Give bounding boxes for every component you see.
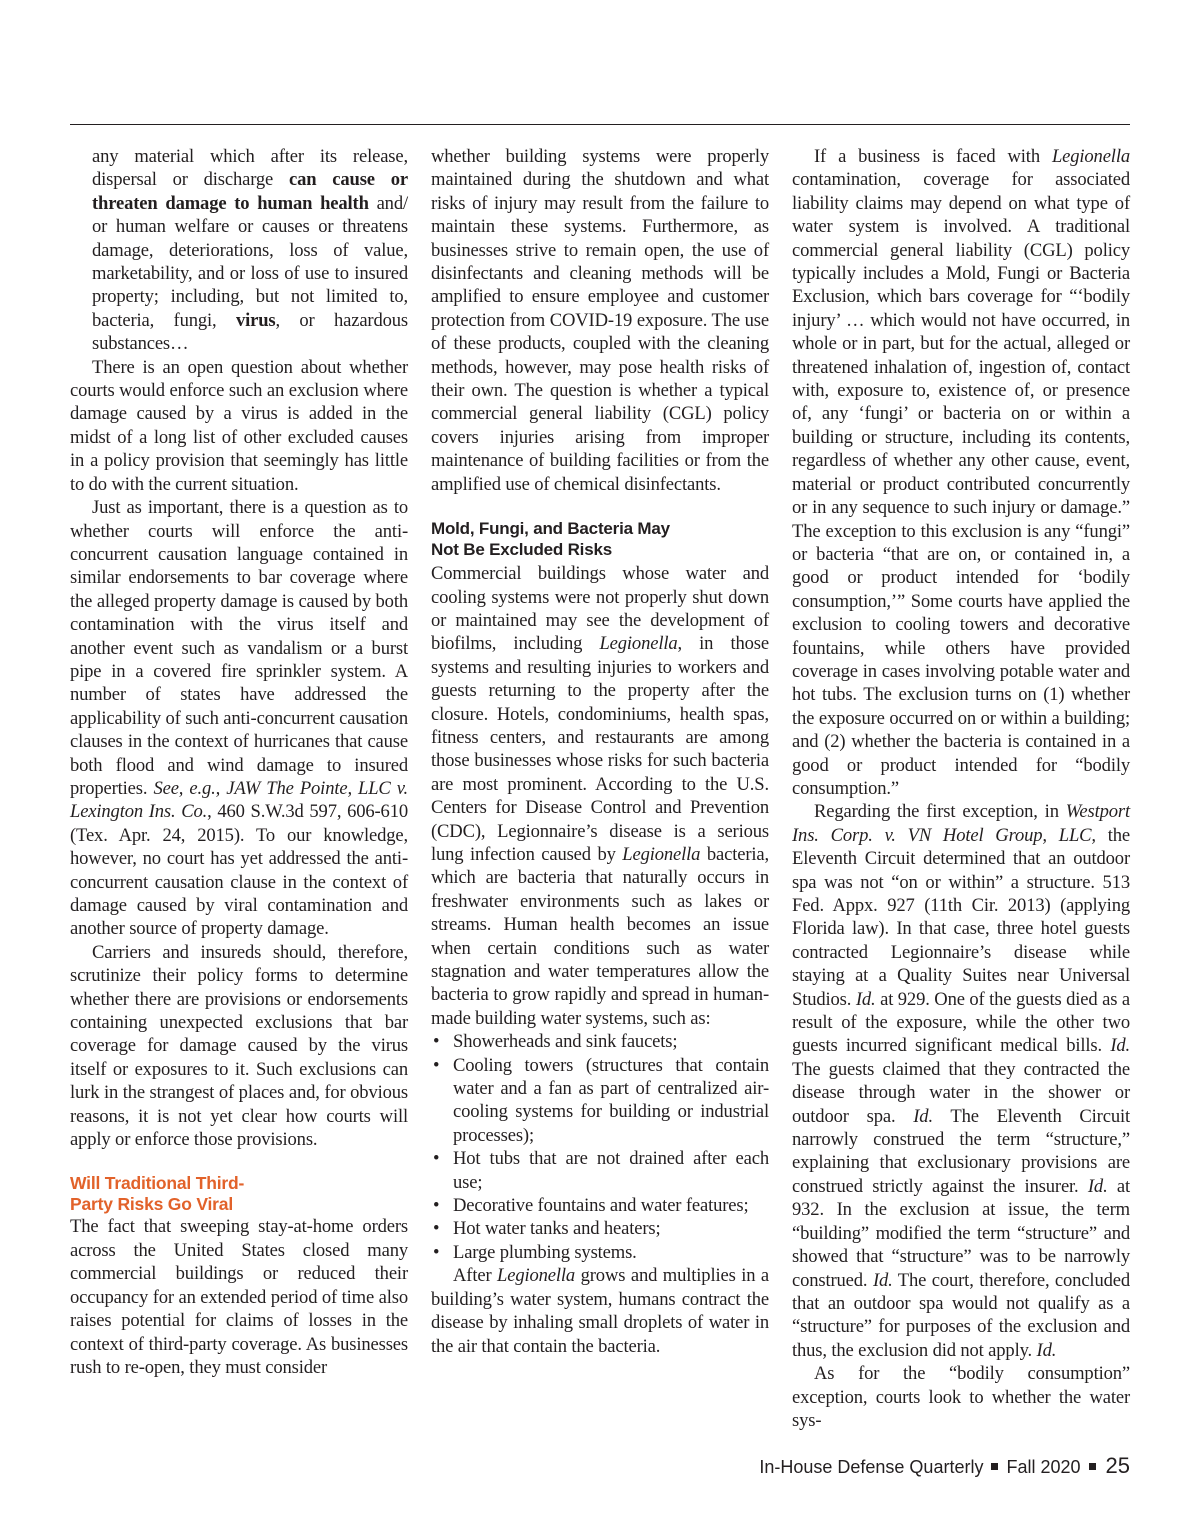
section-heading-mold: Mold, Fungi, and Bacteria May Not Be Excluded Risks [431, 519, 670, 560]
list-item: • Cooling towers (structures that contain water and a fan as part of centralized air-cooling systems for building or industrial processes); [433, 1054, 769, 1146]
bullet-icon: • [433, 1031, 440, 1053]
publication-name: In-House Defense Quarterly [759, 1457, 984, 1477]
paragraph: Commercial buildings whose water and cooling systems were not properly shut down or maintained may see the development of biofilms, including Legionella, in those systems and resulting injuries to workers and guests returning to the property after the closure. Hotels, condominiums, health spas, fitness centers, and restaurants are among those businesses whose risks for such bacteria are most prominent. According to the U.S. Centers for Disease Control and Prevention (CDC), Legionnaire’s disease is a serious lung infection caused by Legionella bacteria, which are bacteria that naturally occurs in freshwater environments such as lakes or streams. Human health becomes an issue when certain conditions such as water stagnation and water temperatures allow the bacteria to grow rapidly and spread in human-made building water systems, such as: [431, 563, 769, 1029]
paragraph: Carriers and insureds should, therefore, scrutinize their policy forms to determine whether there are provisions or endorsements containing unexpected exclusions that bar coverage for damage caused by the virus itself or exposures to it. Such exclusions can lurk in the strangest of places and, for obvious reasons, it is not yet clear how courts will apply or enforce those provisions. [70, 941, 408, 1151]
page-number: 25 [1105, 1453, 1130, 1478]
water-systems-list [431, 1030, 769, 1264]
issue-label: Fall 2020 [1006, 1457, 1081, 1477]
page-footer [759, 1453, 1130, 1479]
bullet-icon: • [433, 1241, 440, 1263]
quote-bold-virus: virus [235, 309, 276, 331]
bullet-icon: • [433, 1148, 440, 1170]
column-1 [70, 145, 408, 1379]
list-item: • Hot tubs that are not drained after each use; [433, 1148, 769, 1193]
list-item: • Decorative fountains and water features; [433, 1195, 749, 1217]
bullet-icon: • [433, 1218, 440, 1240]
paragraph: As for the “bodily consumption” exception, courts look to whether the water sys- [792, 1363, 1130, 1431]
case-citation: See, e.g., JAW The Pointe, LLC v. Lexington Ins. Co. [70, 777, 408, 823]
bullet-icon: • [433, 1195, 440, 1217]
paragraph: If a business is faced with Legionella contamination, coverage for associated liability claims may depend on what type of water system is involved. A traditional commercial general liability (CGL) policy typically includes a Mold, Fungi or Bacteria Exclusion, which bars coverage for “‘bodily injury’ … which would not have occurred, in whole or in part, but for the actual, alleged or threatened inhalation of, ingestion of, contact with, exposure to, existence of, or presence of, any ‘fungi’ or bacteria on or within a building or structure, including its contents, regardless of whether any other cause, event, material or product contributed concurrently or in any sequence to such injury or damage.” The exception to this exclusion is any “fungi” or bacteria “that are on, or contained in, a good or product intended for ‘bodily consumption,’” Some courts have applied the exclusion to cooling towers and decorative fountains, while others have provided coverage in cases involving potable water and hot tubs. The exclusion turns on (1) whether the exposure occurred on or within a building; and (2) whether the bacteria is contained in a good or product intended for “bodily consumption.” [792, 146, 1130, 799]
paragraph: There is an open question about whether courts would enforce such an exclusion where damage caused by a virus is added in the midst of a long list of other excluded causes in a policy provision that seemingly has little to do with the current situation. [70, 356, 408, 495]
square-bullet-icon [1089, 1463, 1096, 1470]
list-item: • Showerheads and sink faucets; [433, 1031, 678, 1053]
column-3 [792, 145, 1130, 1432]
policy-quote [92, 145, 408, 356]
list-item: • Hot water tanks and heaters; [433, 1218, 661, 1240]
column-2 [431, 145, 769, 1358]
paragraph: Just as important, there is a question as to whether courts will enforce the anti-concurrent causation language contained in similar endorsements to bar coverage where the alleged property damage is caused by both contamination with the virus itself and another event such as vandalism or a burst pipe in a covered fire sprinkler system. A number of states have addressed the applicability of such anti-concurrent causation clauses in the context of hurricanes that cause both flood and wind damage to insured properties. See, e.g., JAW The Pointe, LLC v. Lexington Ins. Co., 460 S.W.3d 597, 606-610 (Tex. Apr. 24, 2015). To our knowledge, however, no court has yet addressed the anti-concurrent causation clause in the context of damage caused by viral contamination and another source of property damage. [70, 497, 408, 940]
paragraph: The fact that sweeping stay-at-home orders across the United States closed many commercial buildings or reduced their occupancy for an extended period of time also raises potential for claims of losses in the context of third-party coverage. As businesses rush to re-open, they must consider [70, 1216, 408, 1378]
paragraph: whether building systems were properly maintained during the shutdown and what risks of injury may result from the failure to maintain these systems. Furthermore, as businesses strive to remain open, the use of disinfectants and cleaning methods will be amplified to ensure employee and customer protection from COVID-19 exposure. The use of these products, coupled with the cleaning methods, however, may pose health risks of their own. The question is whether a typical commercial general liability (CGL) policy covers injuries arising from improper maintenance of building facilities or from the amplified use of chemical disinfectants. [431, 146, 769, 495]
bullet-icon: • [433, 1054, 440, 1076]
section-heading-third-party: Will Traditional Third- Party Risks Go Viral [70, 1173, 245, 1215]
case-citation: Westport Ins. Corp. v. VN Hotel Group, LLC, [792, 801, 1130, 846]
paragraph: After Legionella grows and multiplies in a building’s water system, humans contract the disease by inhaling small droplets of water in the air that contain the bacteria. [431, 1265, 770, 1357]
paragraph: Regarding the first exception, in Westport Ins. Corp. v. VN Hotel Group, LLC, the Eleventh Circuit determined that an outdoor spa was not “on or within” a structure. 513 Fed. Appx. 927 (11th Cir. 2013) (applying Florida law). In that case, three hotel guests contracted Legionnaire’s disease while staying at a Quality Suites near Universal Studios. Id. at 929. One of the guests died as a result of the exposure, while the other two guests incurred significant medical bills. Id. The guests claimed that they contracted the disease through water in the shower or outdoor spa. Id. The Eleventh Circuit narrowly construed the term “structure,” explaining that exclusionary provisions are construed strictly against the insurer. Id. at 932. In the exclusion at issue, the term “building” modified the term “structure” and showed that “structure” was to be narrowly construed. Id. The court, therefore, concluded that an outdoor spa would not qualify as a “structure” for purposes of the exclusion and thus, the exclusion did not apply. Id. [792, 801, 1130, 1361]
top-rule [70, 124, 1130, 125]
list-item: • Large plumbing systems. [433, 1241, 637, 1263]
policy-quote-text: any material which after its release, dispersal or discharge can cause or threaten damage to human health and/ or human welfare or causes or threatens damage, deteriorations, loss of value, marketability, and or loss of use to insured property; including, but not limited to, bacteria, fungi, virus, or hazardous substances… [92, 146, 408, 355]
quote-bold-phrase: can cause or threaten damage to human health [92, 169, 408, 214]
square-bullet-icon [991, 1463, 998, 1470]
